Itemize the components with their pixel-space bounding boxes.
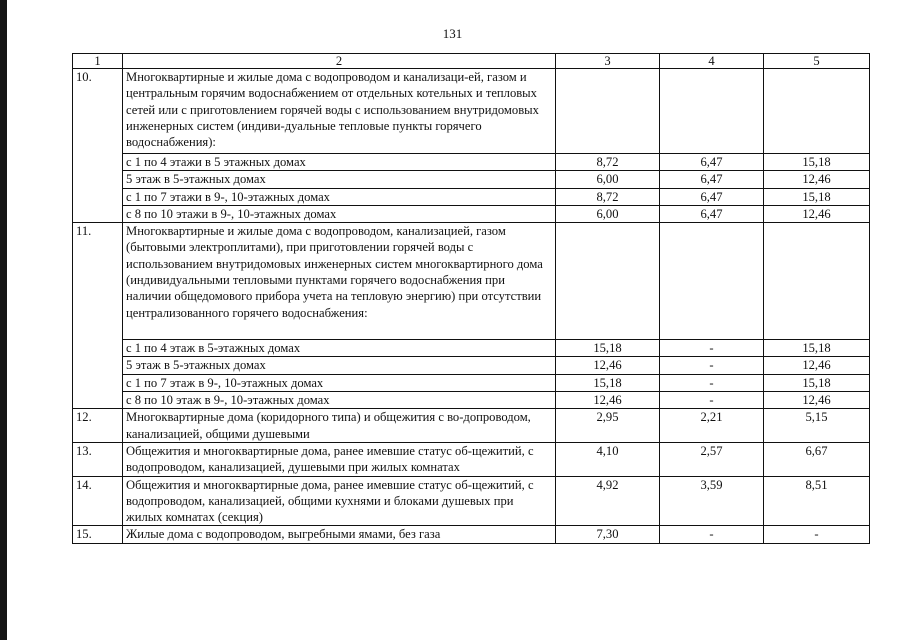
- value-col4: 3,59: [660, 476, 764, 526]
- table-subrow: [73, 171, 870, 188]
- value-col4: 6,47: [660, 171, 764, 188]
- value-col5: 12,46: [764, 205, 870, 222]
- value-col5: 15,18: [764, 340, 870, 357]
- table-row: [73, 442, 870, 476]
- value-col5: 12,46: [764, 357, 870, 374]
- value-cell-empty: [556, 223, 660, 340]
- value-col4: -: [660, 340, 764, 357]
- subrow-description: с 1 по 7 этажи в 9-, 10-этажных домах: [123, 188, 556, 205]
- value-col3: 12,46: [556, 357, 660, 374]
- value-col3: 8,72: [556, 188, 660, 205]
- value-col3: 2,95: [556, 409, 660, 443]
- value-col4: 2,57: [660, 442, 764, 476]
- value-col5: 8,51: [764, 476, 870, 526]
- value-col5: 15,18: [764, 374, 870, 391]
- value-col3: 6,00: [556, 205, 660, 222]
- scan-edge-shadow: [0, 0, 7, 640]
- row-description: Многоквартирные и жилые дома с водопроводом и канализаци-ей, газом и центральным горячим водоснабжением от отдельных котельных и тепловых сетей или с приготовлением горячей воды с использованием внутридомовых инженерных систем (индиви-дуальные тепловые пункты горячего водоснабжения):: [123, 69, 556, 154]
- value-col5: 5,15: [764, 409, 870, 443]
- row-number: 14.: [73, 476, 123, 526]
- row-description: Многоквартирные и жилые дома с водопроводом, канализацией, газом (бытовыми электроплитами), при приготовлении горячей воды с использованием внутридомовых инженерных систем многоквартирного дома (индивидуальными тепловыми пунктами горячего водоснабжения при наличии общедомового прибора учета на тепловую энергию) при отсутствии централизованного горячего водоснабжения:: [123, 223, 556, 340]
- row-number: 10.: [73, 69, 123, 223]
- table-subrow: [73, 340, 870, 357]
- value-cell-empty: [764, 223, 870, 340]
- value-cell-empty: [764, 69, 870, 154]
- value-col4: -: [660, 374, 764, 391]
- table-row: [73, 223, 870, 340]
- value-col3: 4,92: [556, 476, 660, 526]
- value-col3: 12,46: [556, 392, 660, 409]
- table-row: [73, 526, 870, 543]
- value-col3: 15,18: [556, 340, 660, 357]
- table-subrow: [73, 374, 870, 391]
- page-number: 131: [442, 26, 463, 41]
- header-cell: 4: [660, 54, 764, 69]
- header-cell: 1: [73, 54, 123, 69]
- value-col4: 6,47: [660, 188, 764, 205]
- row-description: Многоквартирные дома (коридорного типа) и общежития с во-допроводом, канализацией, общими душевыми: [123, 409, 556, 443]
- row-number: 11.: [73, 223, 123, 409]
- value-col4: -: [660, 357, 764, 374]
- row-number: 15.: [73, 526, 123, 543]
- value-col3: 7,30: [556, 526, 660, 543]
- value-col5: 12,46: [764, 171, 870, 188]
- subrow-description: с 1 по 4 этаж в 5-этажных домах: [123, 340, 556, 357]
- value-cell-empty: [660, 69, 764, 154]
- value-col4: 6,47: [660, 154, 764, 171]
- tariff-table: [72, 53, 870, 544]
- value-col5: 6,67: [764, 442, 870, 476]
- table-header-row: [73, 54, 870, 69]
- header-cell: 5: [764, 54, 870, 69]
- value-col3: 15,18: [556, 374, 660, 391]
- value-col4: -: [660, 392, 764, 409]
- table-subrow: [73, 392, 870, 409]
- row-description: Общежития и многоквартирные дома, ранее имевшие статус об-щежитий, с водопроводом, канализацией, душевыми при жилых комнатах: [123, 442, 556, 476]
- row-number: 13.: [73, 442, 123, 476]
- table-subrow: [73, 154, 870, 171]
- subrow-description: с 8 по 10 этаж в 9-, 10-этажных домах: [123, 392, 556, 409]
- table-row: [73, 409, 870, 443]
- value-col3: 6,00: [556, 171, 660, 188]
- subrow-description: с 8 по 10 этажи в 9-, 10-этажных домах: [123, 205, 556, 222]
- subrow-description: с 1 по 7 этаж в 9-, 10-этажных домах: [123, 374, 556, 391]
- row-description: Жилые дома с водопроводом, выгребными ямами, без газа: [123, 526, 556, 543]
- header-cell: 2: [123, 54, 556, 69]
- value-cell-empty: [660, 223, 764, 340]
- table-subrow: [73, 188, 870, 205]
- value-cell-empty: [556, 69, 660, 154]
- header-cell: 3: [556, 54, 660, 69]
- value-col4: -: [660, 526, 764, 543]
- value-col3: 4,10: [556, 442, 660, 476]
- table-row: [73, 476, 870, 526]
- table-subrow: [73, 357, 870, 374]
- table-row: [73, 69, 870, 154]
- subrow-description: 5 этаж в 5-этажных домах: [123, 171, 556, 188]
- value-col5: -: [764, 526, 870, 543]
- value-col5: 12,46: [764, 392, 870, 409]
- value-col3: 8,72: [556, 154, 660, 171]
- subrow-description: 5 этаж в 5-этажных домах: [123, 357, 556, 374]
- row-description: Общежития и многоквартирные дома, ранее имевшие статус об-щежитий, с водопроводом, канализацией, общими кухнями и блоками душевых при жилых комнатах (секция): [123, 476, 556, 526]
- subrow-description: с 1 по 4 этажи в 5 этажных домах: [123, 154, 556, 171]
- value-col5: 15,18: [764, 188, 870, 205]
- value-col5: 15,18: [764, 154, 870, 171]
- value-col4: 6,47: [660, 205, 764, 222]
- row-number: 12.: [73, 409, 123, 443]
- table-subrow: [73, 205, 870, 222]
- value-col4: 2,21: [660, 409, 764, 443]
